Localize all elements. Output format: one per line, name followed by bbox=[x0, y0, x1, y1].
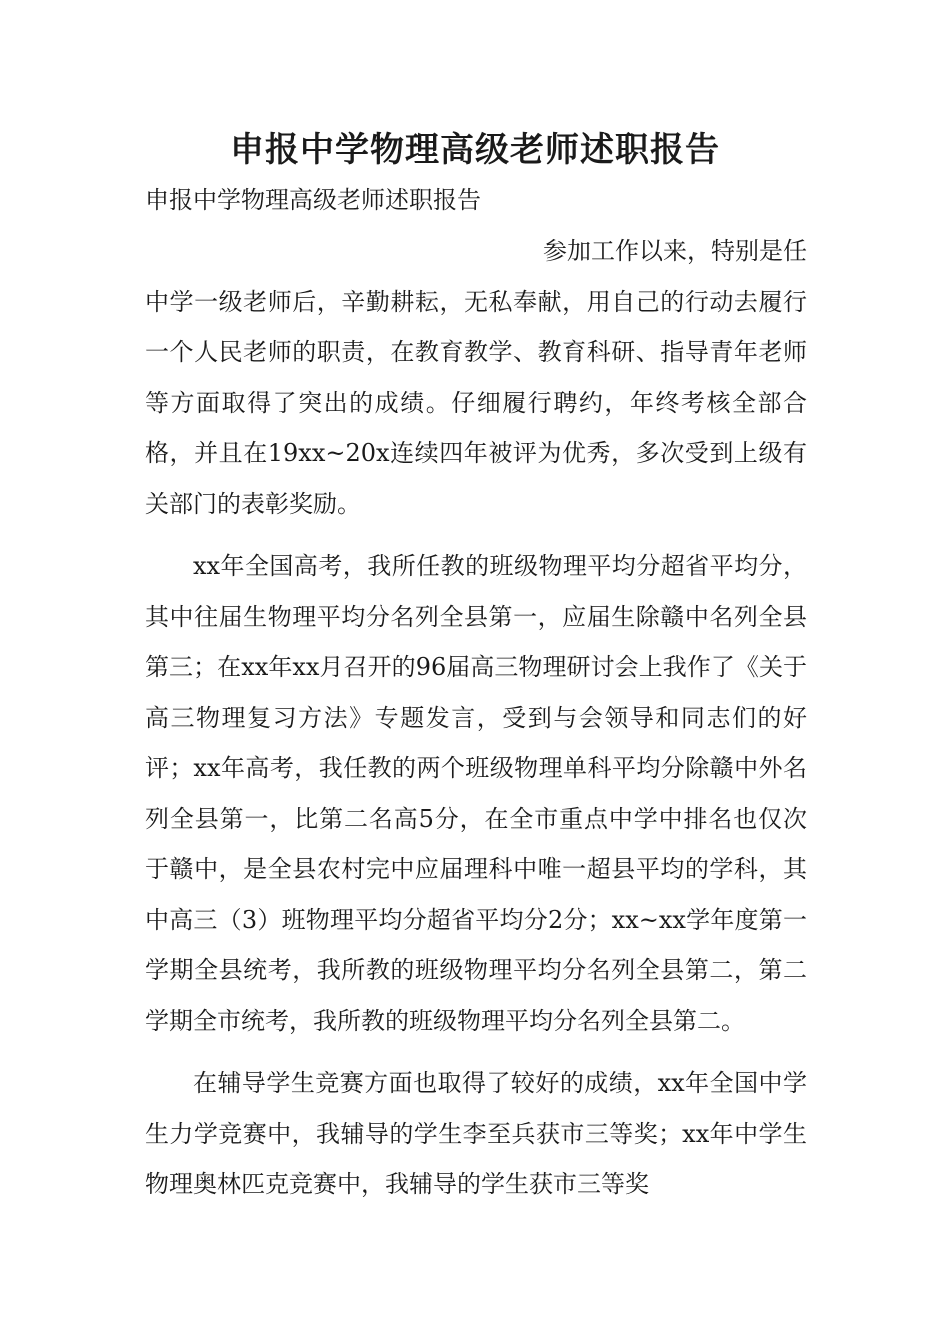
paragraph-1: 中学一级老师后，辛勤耕耘，无私奉献，用自己的行动去履行一个人民老师的职责，在教育教学、教育科研、指导青年老师等方面取得了突出的成绩。仔细履行聘约，年终考核全部合格，并且在19xx~20x连续四年被评为优秀，多次受到上级有关部门的表彰奖励。 bbox=[145, 287, 807, 518]
paragraph-3: 在辅导学生竞赛方面也取得了较好的成绩，xx年全国中学生力学竞赛中，我辅导的学生李至兵获市三等奖；xx年中学生物理奥林匹克竞赛中，我辅导的学生获市三等奖 bbox=[145, 1069, 807, 1198]
document-title: 申报中学物理高级老师述职报告 bbox=[230, 130, 720, 170]
document-body bbox=[145, 226, 807, 1210]
document-subtitle: 申报中学物理高级老师述职报告 bbox=[145, 186, 481, 214]
paragraph-1-first-line: 参加工作以来，特别是任 bbox=[543, 237, 807, 265]
paragraph-2: xx年全国高考，我所任教的班级物理平均分超省平均分，其中往届生物理平均分名列全县第一，应届生除赣中名列全县第三；在xx年xx月召开的96届高三物理研讨会上我作了《关于高三物理复习方法》专题发言，受到与会领导和同志们的好评；xx年高考，我任教的两个班级物理单科平均分除赣中外名列全县第一，比第二名高5分，在全市重点中学中排名也仅次于赣中，是全县农村完中应届理科中唯一超县平均的学科，其中高三（3）班物理平均分超省平均分2分；xx~xx学年度第一学期全县统考，我所教的班级物理平均分名列全县第二，第二学期全市统考，我所教的班级物理平均分名列全县第二。 bbox=[145, 552, 807, 1035]
